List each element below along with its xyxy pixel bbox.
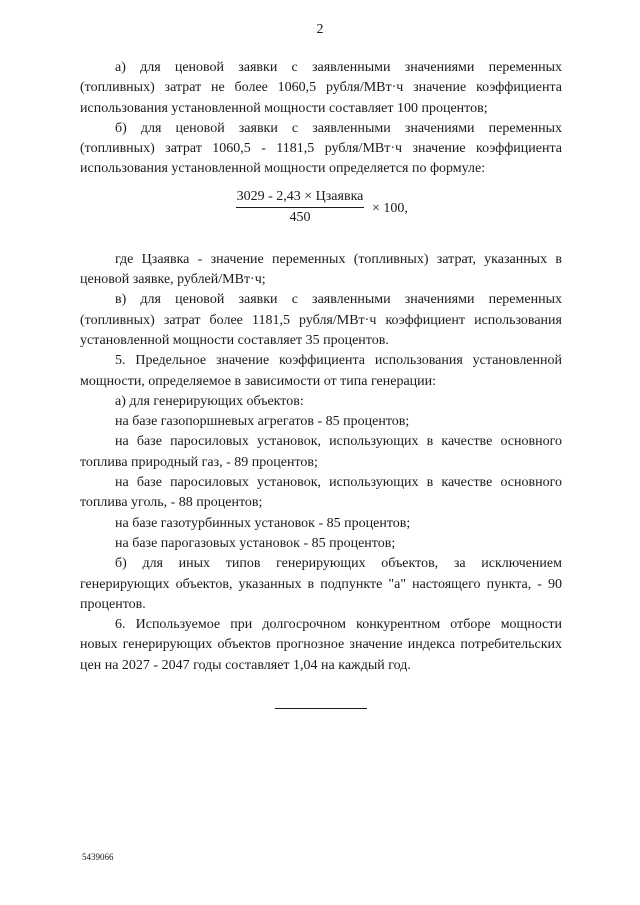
formula — [80, 182, 562, 244]
formula-numerator: 3029 - 2,43 × Цзаявка — [236, 188, 364, 208]
document-code: 5439066 — [82, 852, 114, 862]
paragraph-where: где Цзаявка - значение переменных (топливных) затрат, указанных в ценовой заявке, рублей/МВт·ч; — [80, 251, 562, 288]
paragraph-6: 6. Используемое при долгосрочном конкурентном отборе мощности новых генерирующих объектов прогнозное значение индекса потребительских цен на 2027 - 2047 годы составляет 1,04 на каждый год. — [80, 617, 562, 673]
paragraph-5: 5. Предельное значение коэффициента использования установленной мощности, определяемое в зависимости от типа генерации: — [80, 353, 562, 389]
page-number: 2 — [316, 22, 324, 37]
document-body — [80, 58, 562, 676]
list-item-steam-coal: на базе паросиловых установок, использующих в качестве основного топлива уголь, - 88 процентов; — [80, 475, 562, 511]
list-item-gas-turbine: на базе газотурбинных установок - 85 процентов; — [115, 515, 411, 531]
paragraph-b: б) для ценовой заявки с заявленными значениями переменных (топливных) затрат 1060,5 - 1181,5 рубля/МВт·ч значение коэффициента использования установленной мощности определяется по формуле: — [80, 120, 562, 177]
paragraph-v: в) для ценовой заявки с заявленными значениями переменных (топливных) затрат более 1181,5 рубля/МВт·ч коэффициент использования установленной мощности составляет 35 процентов. — [80, 292, 562, 348]
formula-fraction — [236, 188, 364, 228]
paragraph-a: а) для ценовой заявки с заявленными значениями переменных (топливных) затрат не более 1060,5 рубля/МВт·ч значение коэффициента использования установленной мощности составляет 100 процентов; — [80, 60, 562, 116]
end-divider — [275, 708, 367, 709]
formula-denominator: 450 — [289, 209, 311, 225]
list-item-gas-piston: на базе газопоршневых агрегатов - 85 процентов; — [115, 414, 410, 430]
list-item-combined-cycle: на базе парогазовых установок - 85 процентов; — [115, 535, 396, 551]
paragraph-5a: а) для генерирующих объектов: — [115, 393, 304, 409]
list-item-steam-gas: на базе паросиловых установок, использующих в качестве основного топлива природный газ, - 89 процентов; — [80, 434, 562, 470]
formula-multiplier: × 100, — [372, 200, 408, 216]
paragraph-5b: б) для иных типов генерирующих объектов, за исключением генерирующих объектов, указанных в подпункте "а" настоящего пункта, - 90 процентов. — [80, 556, 562, 612]
